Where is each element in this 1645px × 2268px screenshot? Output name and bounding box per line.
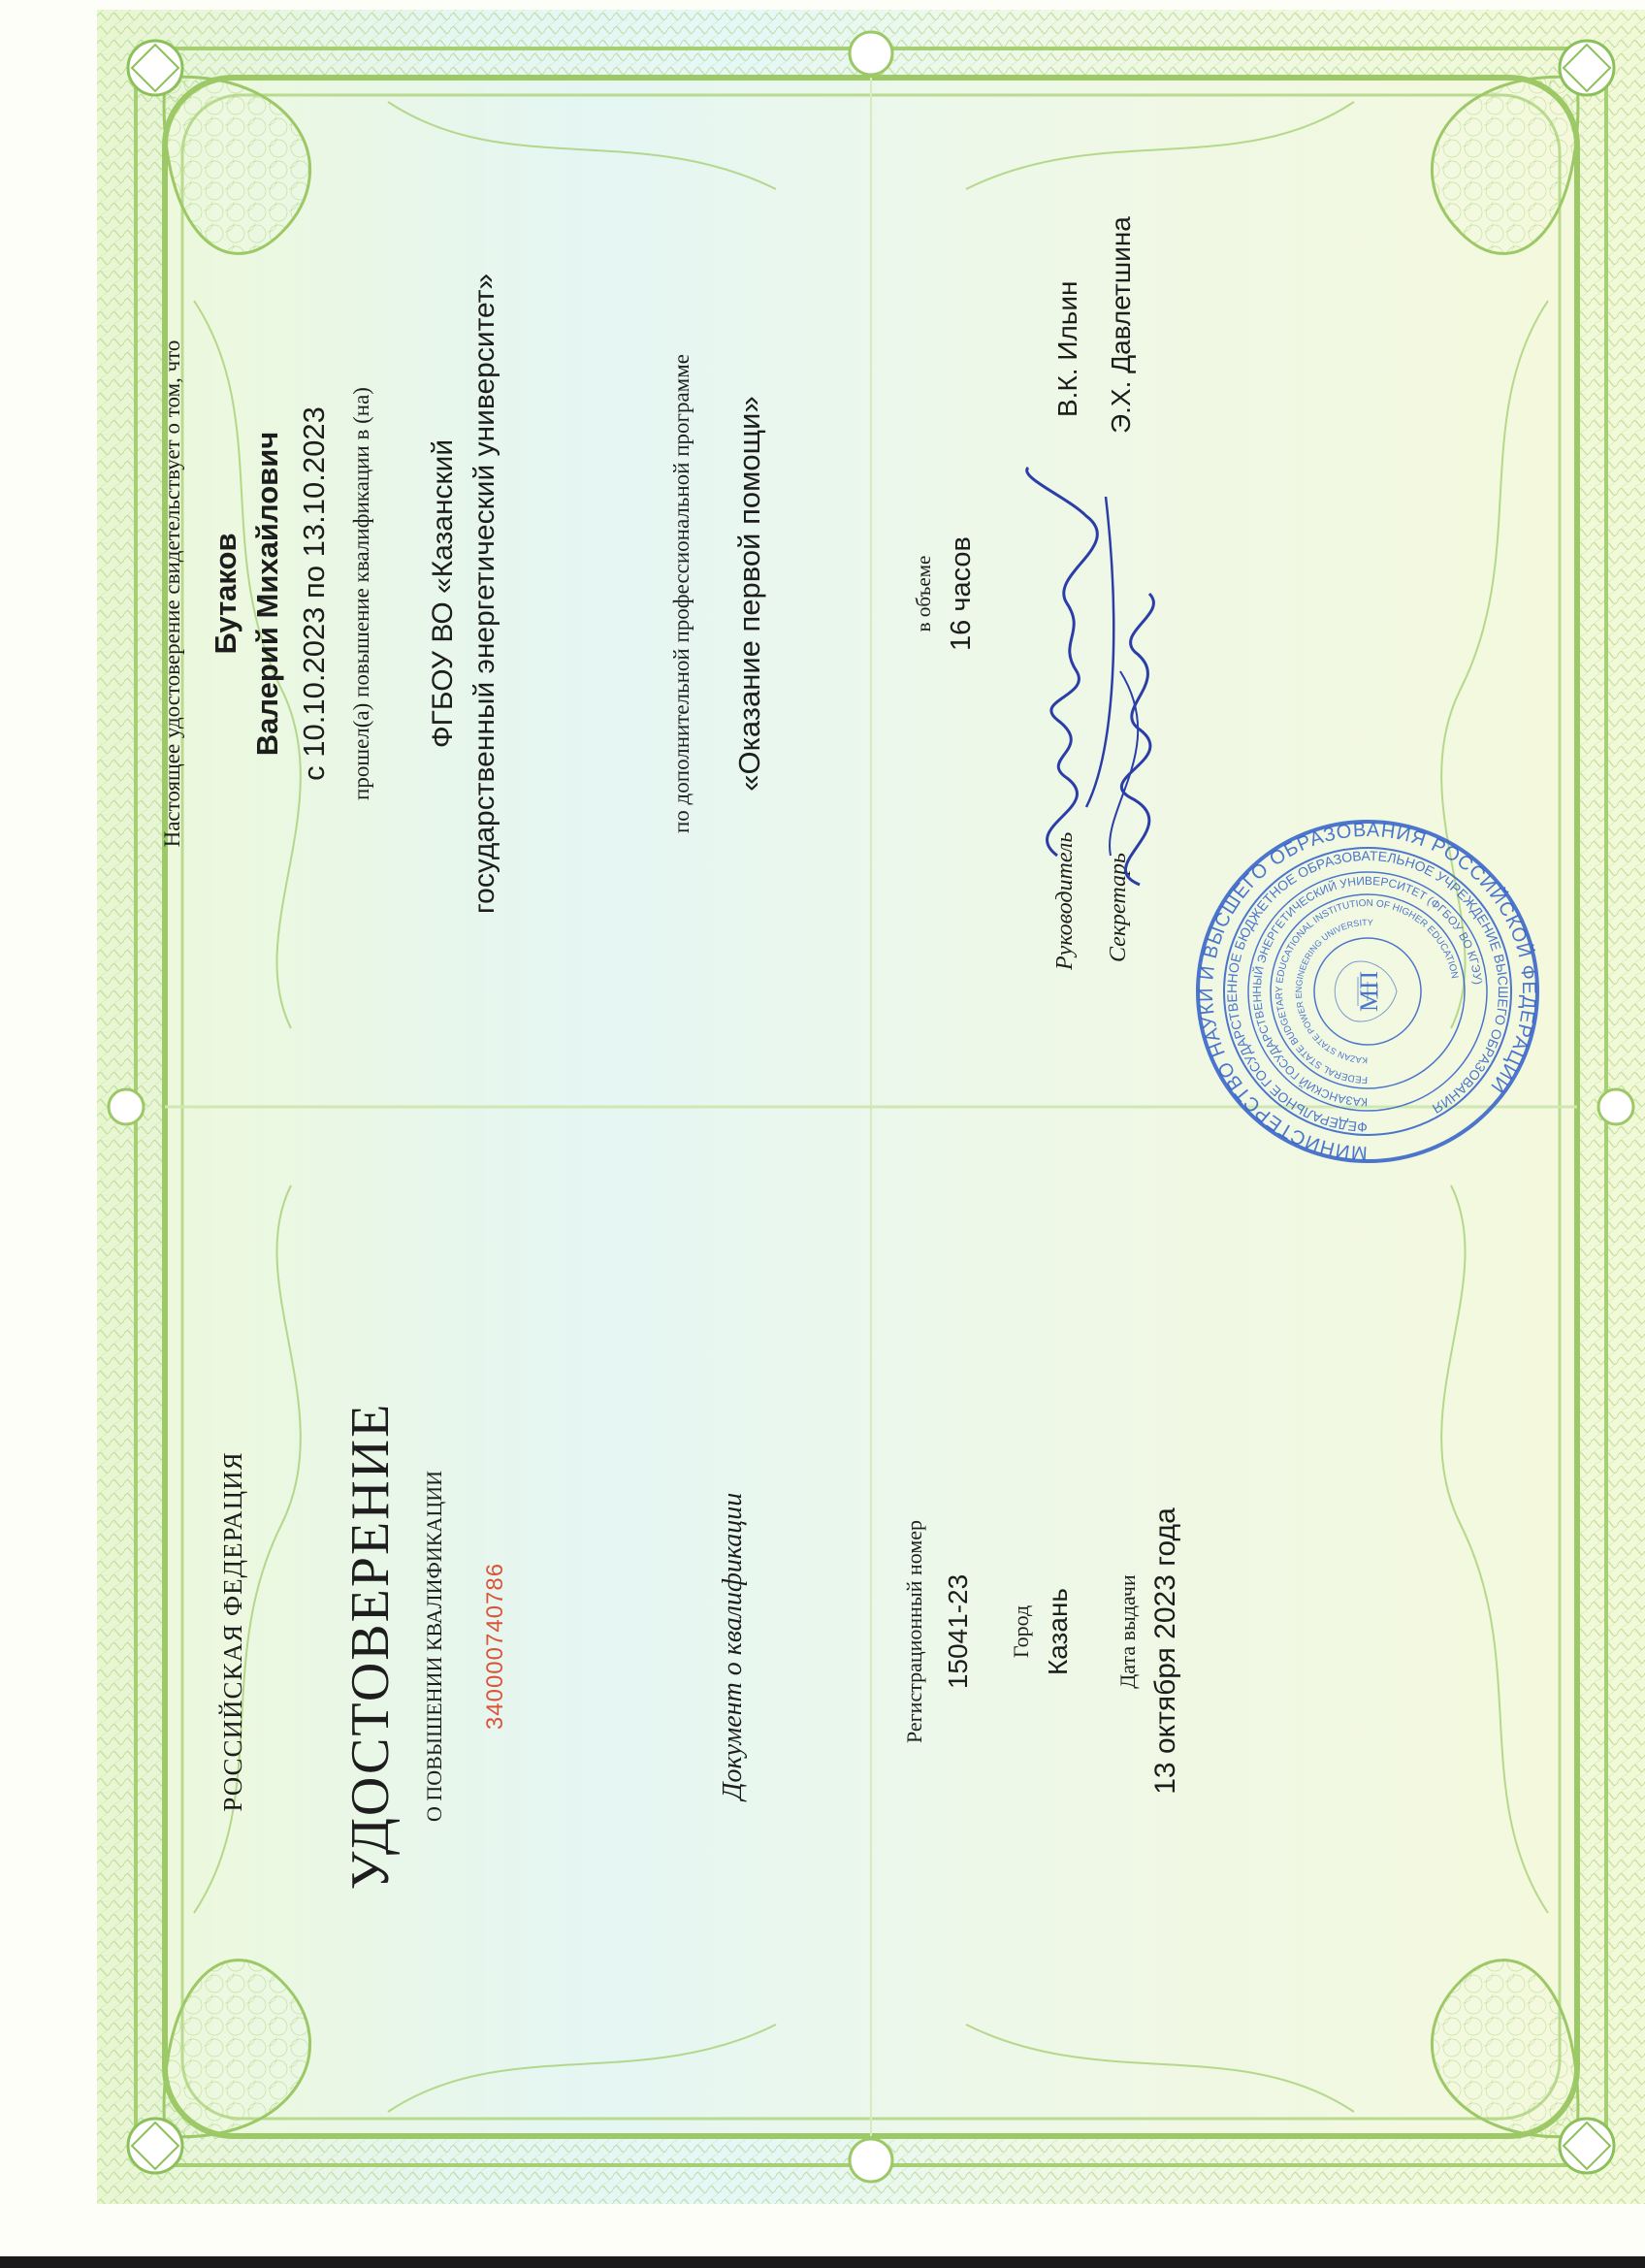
document-subtitle: О ПОВЫШЕНИИ КВАЛИФИКАЦИИ [422,1471,446,1822]
serial-number: 340000740786 [482,1562,508,1731]
seal-ring4-text: FEDERAL STATE BUDGETARY EDUCATIONAL INSTITUTION OF HIGHER EDUCATION [1274,897,1460,1085]
program-name: «Оказание первой помощи» [732,396,766,792]
institution-line-1: ФГБОУ ВО «Казанский [427,438,459,749]
head-name: В.К. Ильин [1052,280,1082,417]
secretary-name: Э.Х. Давлетшина [1106,216,1136,434]
seal-ring3-text: КАЗАНСКИЙ ГОСУДАРСТВЕННЫЙ ЭНЕРГЕТИЧЕСКИЙ УНИВЕРСИТЕТ (ФГБОУ ВО КГЭУ) [1249,873,1485,1110]
seal-ring5-text: KAZAN STATE POWER ENGINEERING UNIVERSITY [1293,917,1373,1066]
reg-number-label: Регистрационный номер [902,1519,926,1744]
issue-date-label: Дата выдачи [1115,1574,1140,1689]
intro-text: Настоящее удостоверение свидетельствует о том, что [160,340,184,848]
seal-outer-text: МИНИСТЕРСТВО НАУКИ И ВЫСШЕГО ОБРАЗОВАНИЯ РОССИЙСКОЙ ФЕДЕРАЦИИ [1195,819,1540,1164]
head-label: Руководитель [1052,831,1078,970]
surname: Бутаков [209,533,242,655]
program-label: по дополнительной профессиональной программе [669,354,693,833]
institution-line-2: государственный энергетический университет» [468,273,500,915]
issue-date: 13 октября 2023 года [1149,1507,1181,1795]
volume: 16 часов [946,536,977,651]
seal-inner-text: ФЕДЕРАЛЬНОЕ ГОСУДАРСТВЕННОЕ БЮДЖЕТНОЕ ОБРАЗОВАТЕЛЬНОЕ УЧРЕЖДЕНИЕ ВЫСШЕГО ОБРАЗОВАНИЯ [1223,847,1512,1136]
secretary-signature [1081,584,1198,894]
document-title: УДОСТОВЕРЕНИЕ [340,1402,401,1891]
country-name: РОССИЙСКАЯ ФЕДЕРАЦИЯ [218,1451,247,1812]
passed-text: прошел(а) повышение квалификации в (на) [349,387,373,800]
city-label: Город [1009,1604,1033,1659]
seal-center-text: МП [1355,971,1383,1012]
volume-label: в объеме [912,555,935,632]
secretary-label: Секретарь [1106,853,1131,962]
given-name: Валерий Михайлович [250,431,284,757]
city: Казань [1043,1587,1073,1676]
official-seal [1193,817,1542,1166]
reg-number: 15041-23 [943,1573,973,1690]
study-period: с 10.10.2023 по 13.10.2023 [297,406,331,781]
document-type: Документ о квалификации [718,1492,748,1800]
scan-bottom-edge [0,2256,1645,2268]
